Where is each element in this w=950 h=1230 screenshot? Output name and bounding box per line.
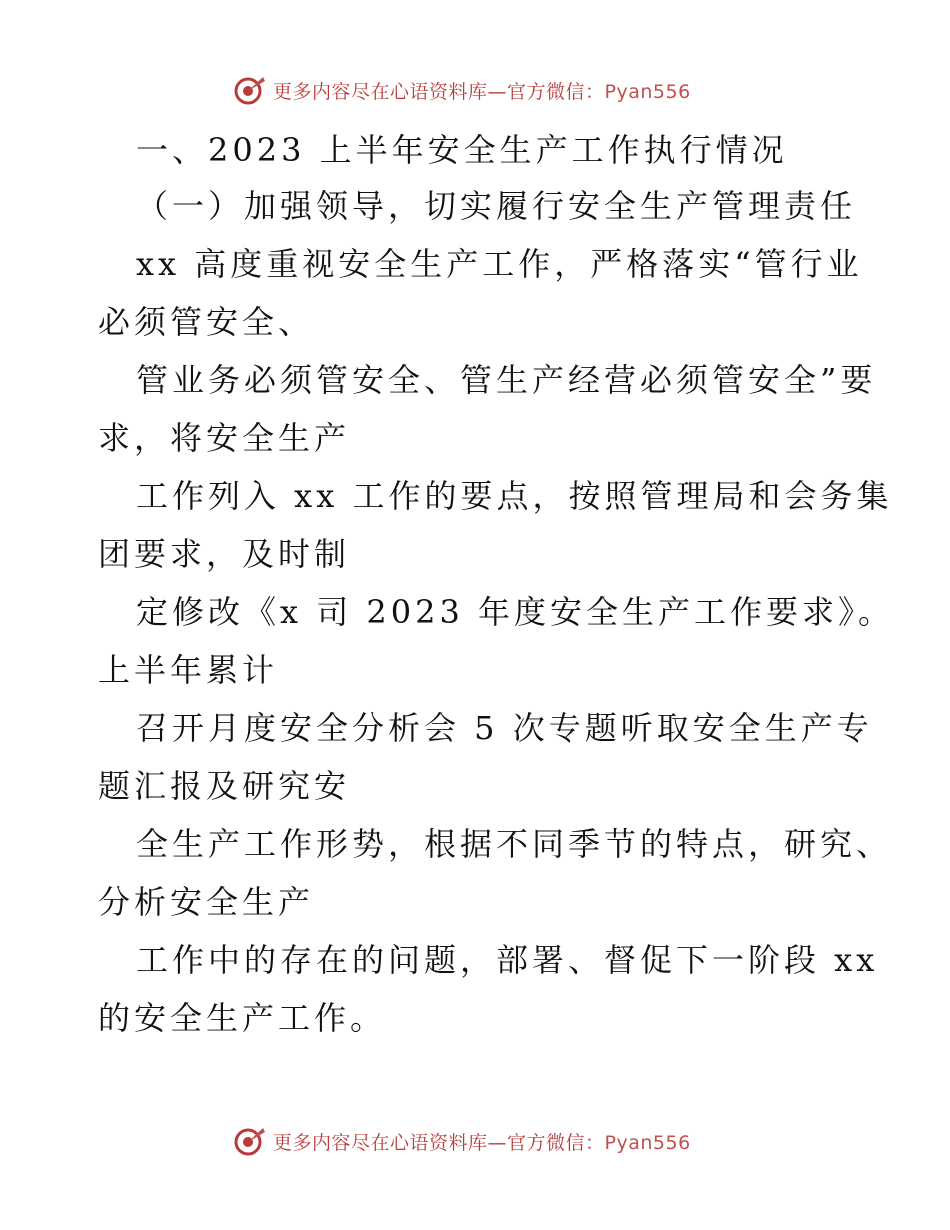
paragraph-line: 上半年累计: [98, 651, 279, 689]
paragraph-line: xx 高度重视安全生产工作，严格落实“管行业: [136, 245, 863, 283]
paragraph-line: 召开月度安全分析会 5 次专题听取安全生产专: [136, 709, 873, 747]
watermark-text: 更多内容尽在心语资料库—官方微信：Pyan556: [273, 1131, 691, 1154]
paragraph-line: 求，将安全生产: [98, 419, 351, 457]
paragraph-line: 的安全生产工作。: [98, 999, 387, 1037]
paragraph-line: 工作中的存在的问题，部署、督促下一阶段 xx: [136, 941, 879, 979]
subsection-heading: （一）加强领导，切实履行安全生产管理责任: [136, 187, 857, 225]
paragraph-line: 分析安全生产: [98, 883, 315, 921]
watermark-footer: [233, 1123, 691, 1159]
paragraph-line: 全生产工作形势，根据不同季节的特点，研究、: [136, 825, 893, 863]
paragraph-line: 工作列入 xx 工作的要点，按照管理局和会务集: [136, 477, 893, 515]
watermark-header: [233, 72, 691, 108]
paragraph-line: 定修改《x 司 2023 年度安全生产工作要求》。: [136, 593, 895, 631]
pen-nib-icon: [233, 73, 267, 107]
section-heading: 一、2023 上半年安全生产工作执行情况: [136, 131, 788, 169]
watermark-wechat-id: Pyan556: [604, 80, 691, 103]
paragraph-line: 必须管安全、: [98, 303, 315, 341]
pen-nib-icon: [233, 1124, 267, 1158]
watermark-text: 更多内容尽在心语资料库—官方微信：Pyan556: [273, 80, 691, 103]
paragraph-line: 题汇报及研究安: [98, 767, 351, 805]
paragraph-line: 团要求，及时制: [98, 535, 351, 573]
watermark-wechat-id: Pyan556: [604, 1131, 691, 1154]
paragraph-line: 管业务必须管安全、管生产经营必须管安全”要: [136, 361, 877, 399]
